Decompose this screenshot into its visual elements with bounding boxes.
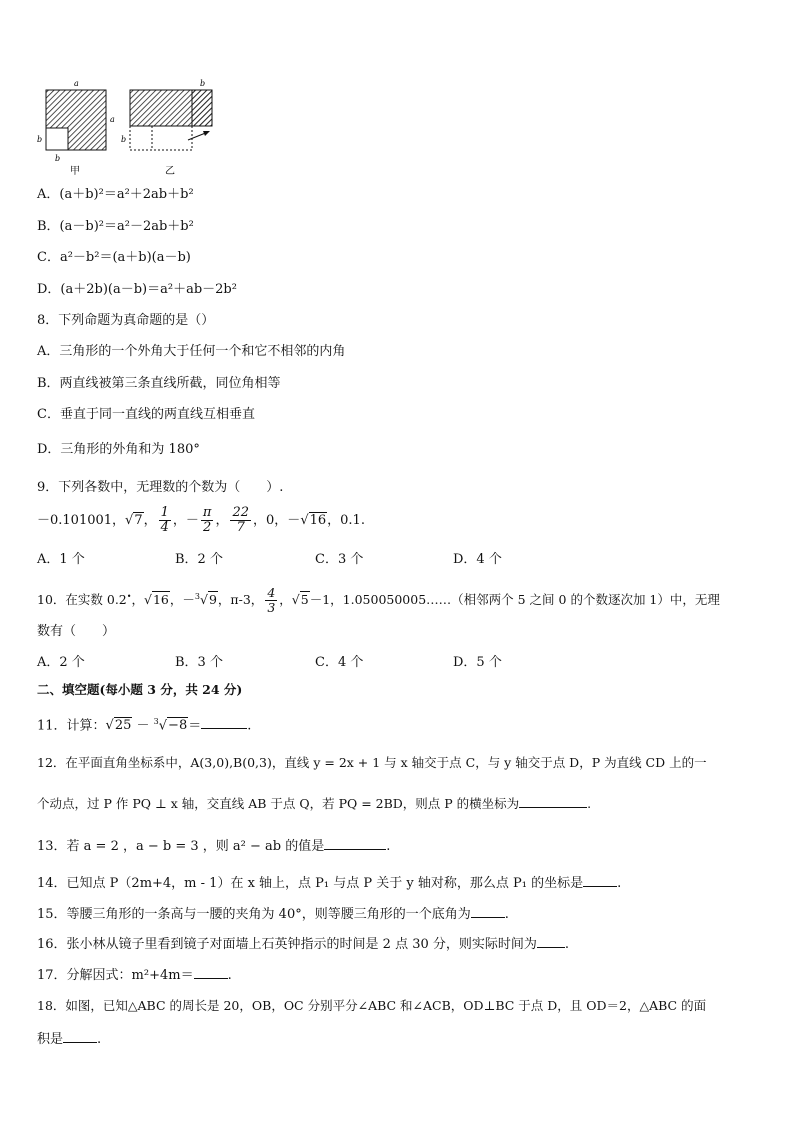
- figure-jia: [37, 79, 115, 177]
- q9-sqrt7: √7: [125, 513, 143, 528]
- q9-option-b: B．2 个: [175, 552, 223, 567]
- q15-text: 15．等腰三角形的一条高与一腰的夹角为 40°，则等腰三角形的一个底角为: [37, 907, 471, 922]
- q10-p2: ，－: [169, 592, 195, 608]
- q10-option-b: B．3 个: [175, 655, 223, 670]
- q18-line2: [37, 1030, 101, 1049]
- caption-yi: 乙: [165, 166, 175, 177]
- q11-p1: 11．计算：: [37, 718, 106, 734]
- q15-answer-blank[interactable]: [471, 905, 505, 918]
- q9-frac-pi-2: $\frac{\pi}{2}$: [202, 505, 212, 535]
- area-figure: [30, 74, 230, 182]
- caption-jia: 甲: [70, 166, 80, 177]
- q9-option-d: D．4 个: [453, 552, 502, 567]
- q9-frac-1-4: $\frac{1}{4}$: [160, 505, 169, 535]
- q8-option-a: A．三角形的一个外角大于任何一个和它不相邻的内角: [37, 344, 346, 359]
- q9-option-c: C．3 个: [315, 552, 364, 567]
- q17: [37, 966, 232, 985]
- label-b-right-top: b: [200, 79, 206, 88]
- label-b-right-side: b: [121, 135, 127, 144]
- q13: [37, 837, 390, 856]
- q9-stem: 9．下列各数中，无理数的个数为（ ）.: [37, 480, 284, 495]
- q8-option-b: B．两直线被第三条直线所截，同位角相等: [37, 376, 281, 391]
- label-a-top: a: [74, 79, 79, 88]
- q7-option-a: A．(a＋b)²＝a²＋2ab＋b²: [37, 187, 194, 202]
- figure-yi: [121, 79, 212, 177]
- q18-end: .: [97, 1032, 102, 1047]
- q10-line1: 10．在实数 0.2•，√16，－$^3$√9，π-3， $\frac{4}{3}$ ，√5－1，1.050050005……（相邻两个 5 之间 0 的个数逐次加 1）中，无理: [37, 582, 720, 615]
- q10-p1: 10．在实数 0.2: [37, 592, 127, 608]
- q9-sep3: ，: [215, 513, 229, 528]
- q10-option-d: D．5 个: [453, 655, 502, 670]
- q9-options: [37, 551, 502, 569]
- q10-p4: ，: [279, 592, 292, 608]
- label-a-side: a: [110, 115, 115, 124]
- q12-line1: 12．在平面直角坐标系中，A(3,0),B(0,3)，直线 y = 2x + 1 与 x 轴交于点 C，与 y 轴交于点 D，P 为直线 CD 上的一: [37, 755, 707, 770]
- q11-end: .: [247, 718, 252, 734]
- q10-p3: ，π-3，: [217, 592, 264, 608]
- q14-answer-blank[interactable]: [583, 874, 617, 887]
- q10-sqrt5: √5: [291, 592, 309, 608]
- q15: [37, 905, 509, 924]
- q8-option-c: C．垂直于同一直线的两直线互相垂直: [37, 407, 255, 422]
- q13-answer-blank[interactable]: [324, 837, 386, 850]
- q9-numbers: [37, 506, 365, 536]
- q16: [37, 935, 569, 954]
- q18-line1: 18．如图，已知△ABC 的周长是 20，OB，OC 分别平分∠ABC 和∠ACB，OD⊥BC 于点 D，且 OD＝2，△ABC 的面: [37, 998, 707, 1013]
- q9-sep4: ，0，－: [253, 513, 301, 528]
- q8-option-d: D．三角形的外角和为 180°: [37, 442, 200, 457]
- q10-p1b: ，: [131, 592, 144, 608]
- q10-line2: 数有（ ）: [37, 624, 116, 639]
- q14-end: .: [617, 876, 622, 891]
- q11-cbrt: $^3$√−8: [153, 717, 188, 734]
- q9-frac-22-7: $\frac{22}{7}$: [232, 505, 250, 535]
- q18-line2-text: 积是: [37, 1032, 64, 1047]
- label-b-bottom: b: [55, 154, 61, 163]
- q17-answer-blank[interactable]: [194, 966, 228, 979]
- label-b-left: b: [37, 135, 43, 144]
- q10-option-a: A．2 个: [37, 655, 85, 670]
- q17-text: 17．分解因式：m²+4m＝: [37, 968, 194, 983]
- q7-option-c: C．a²－b²＝(a＋b)(a－b): [37, 250, 191, 265]
- q10-sqrt16: √16: [144, 592, 169, 608]
- q13-text: 13．若 a = 2 ，a − b = 3 ，则 a² − ab 的值是: [37, 839, 325, 854]
- q12-end: .: [587, 796, 592, 811]
- q10-options: [37, 654, 502, 672]
- q8-stem: 8．下列命题为真命题的是（）: [37, 313, 215, 328]
- q16-text: 16．张小林从镜子里看到镜子对面墙上石英钟指示的时间是 2 点 30 分，则实际时间为: [37, 937, 537, 952]
- q10-option-c: C．4 个: [315, 655, 364, 670]
- q11-p2: －: [132, 718, 154, 734]
- q13-end: .: [386, 839, 391, 854]
- q18-answer-blank[interactable]: [63, 1030, 97, 1043]
- q17-end: .: [227, 968, 232, 983]
- q16-answer-blank[interactable]: [537, 935, 565, 948]
- q9-option-a: A．1 个: [37, 552, 85, 567]
- q9-sep2: ，－: [172, 513, 199, 528]
- q9-sep1: ，: [143, 513, 157, 528]
- q10-cbrt9: $^3$√9: [194, 592, 217, 608]
- q11-p3: ＝: [188, 718, 202, 734]
- q16-end: .: [564, 937, 570, 952]
- q7-option-d: D．(a＋2b)(a－b)＝a²＋ab－2b²: [37, 282, 237, 297]
- q14-text: 14．已知点 P（2m+4，m - 1）在 x 轴上，点 P₁ 与点 P 关于 y 轴对称，那么点 P₁ 的坐标是: [37, 876, 584, 891]
- q9-sqrt16: √16: [300, 513, 327, 528]
- q14: [37, 874, 621, 893]
- q7-option-b: B．(a－b)²＝a²－2ab＋b²: [37, 219, 194, 234]
- q11-sqrt25: √25: [105, 718, 132, 734]
- q15-end: .: [504, 907, 509, 922]
- q12-line2-text: 个动点，过 P 作 PQ ⊥ x 轴，交直线 AB 于点 Q，若 PQ = 2BD，则点 P 的横坐标为: [37, 796, 520, 811]
- q10-frac-4-3: $\frac{4}{3}$: [267, 585, 276, 616]
- section-2-title: 二、填空题(每小题 3 分，共 24 分): [37, 682, 243, 697]
- q10-p5: －1，1.050050005……（相邻两个 5 之间 0 的个数逐次加 1）中，无理: [309, 592, 720, 608]
- q9-n1: －0.101001，: [37, 513, 126, 528]
- q12-line2: [37, 795, 591, 813]
- q11: [37, 710, 251, 738]
- q12-answer-blank[interactable]: [519, 795, 587, 808]
- q9-tail: ，0.1.: [327, 513, 365, 528]
- q11-answer-blank[interactable]: [201, 716, 247, 729]
